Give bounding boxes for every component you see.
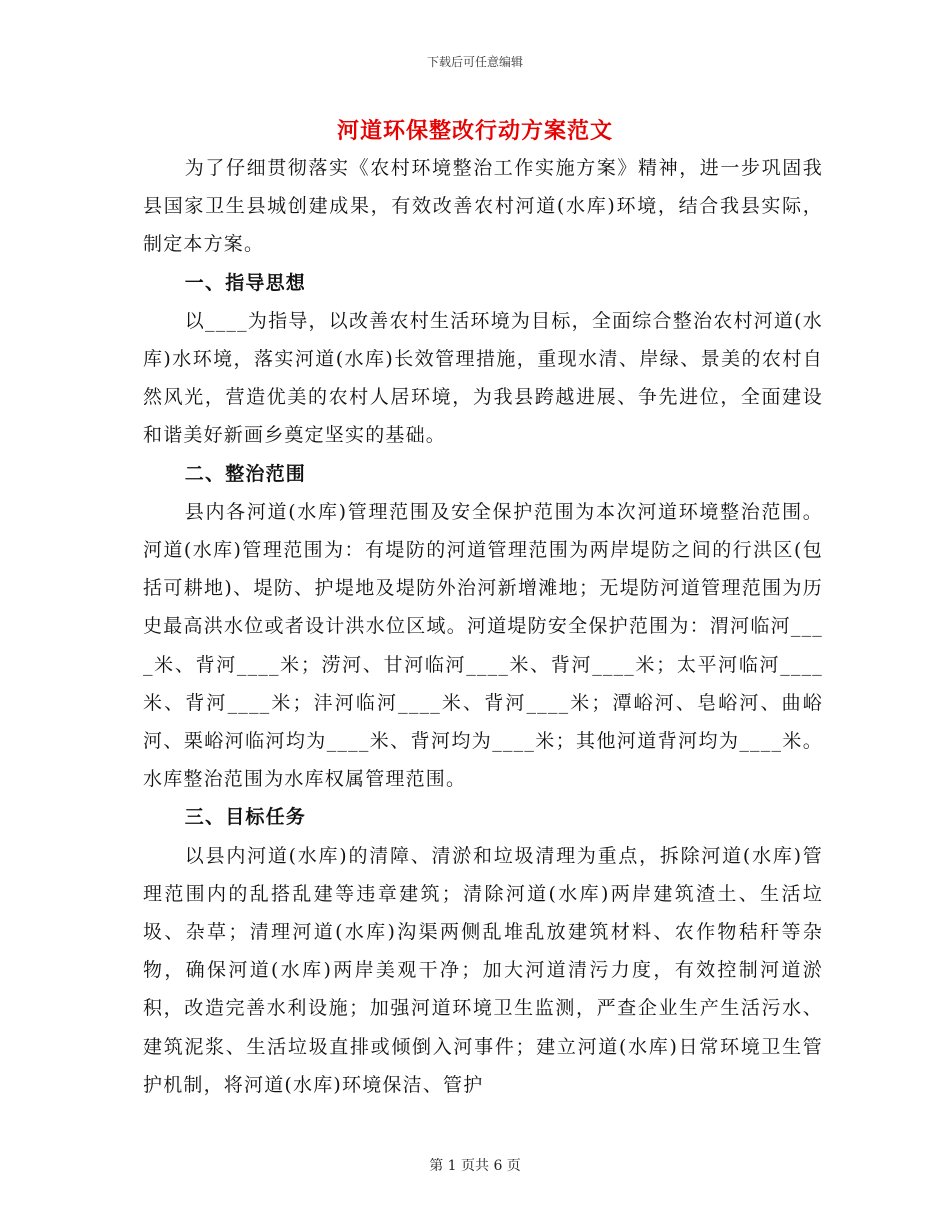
document-body (143, 149, 823, 1104)
header-note: 下载后可任意编辑 (426, 55, 523, 69)
page-number-footer: 第 1 页共 6 页 (429, 1158, 521, 1174)
section-heading-guiding-ideology: 一、指导思想 (184, 271, 306, 294)
section-body-scope: 县内各河道(水库)管理范围及安全保护范围为本次河道环境整治范围。河道(水库)管理范围为：有堤防的河道管理范围为两岸堤防之间的行洪区(包括可耕地)、堤防、护堤地及堤防外治河新增滩地；无堤防河道管理范围为历史最高洪水位或者设计洪水位区域。河道堤防安全保护范围为：渭河临河____米、背河____米；涝河、甘河临河____米、背河____米；太平河临河____米、背河____米；沣河临河____米、背河____米；潭峪河、皂峪河、曲峪河、栗峪河临河均为____米、背河均为____米；其他河道背河均为____米。水库整治范围为水库权属管理范围。 (143, 500, 823, 791)
section-heading-scope: 二、整治范围 (184, 462, 306, 485)
section-body-goals: 以县内河道(水库)的清障、清淤和垃圾清理为重点，拆除河道(水库)管理范围内的乱搭乱建等违章建筑；清除河道(水库)两岸建筑渣土、生活垃圾、杂草；清理河道(水库)沟渠两侧乱堆乱放建筑材料、农作物秸秆等杂物，确保河道(水库)两岸美观干净；加大河道清污力度，有效控制河道淤积，改造完善水利设施；加强河道环境卫生监测，严查企业生产生活污水、建筑泥浆、生活垃圾直排或倾倒入河事件；建立河道(水库)日常环境卫生管护机制，将河道(水库)环境保洁、管护 (143, 844, 823, 1096)
section-heading-goals: 三、目标任务 (184, 806, 306, 829)
section-body-guiding-ideology: 以____为指导，以改善农村生活环境为目标，全面综合整治农村河道(水库)水环境，落实河道(水库)长效管理措施，重现水清、岸绿、景美的农村自然风光，营造优美的农村人居环境，为我县跨越进展、争先进位，全面建设和谐美好新画乡奠定坚实的基础。 (143, 309, 823, 447)
intro-paragraph: 为了仔细贯彻落实《农村环境整治工作实施方案》精神，进一步巩固我县国家卫生县城创建成果，有效改善农村河道(水库)环境，结合我县实际，制定本方案。 (143, 157, 823, 256)
document-title: 河道环保整改行动方案范文 (336, 118, 613, 144)
